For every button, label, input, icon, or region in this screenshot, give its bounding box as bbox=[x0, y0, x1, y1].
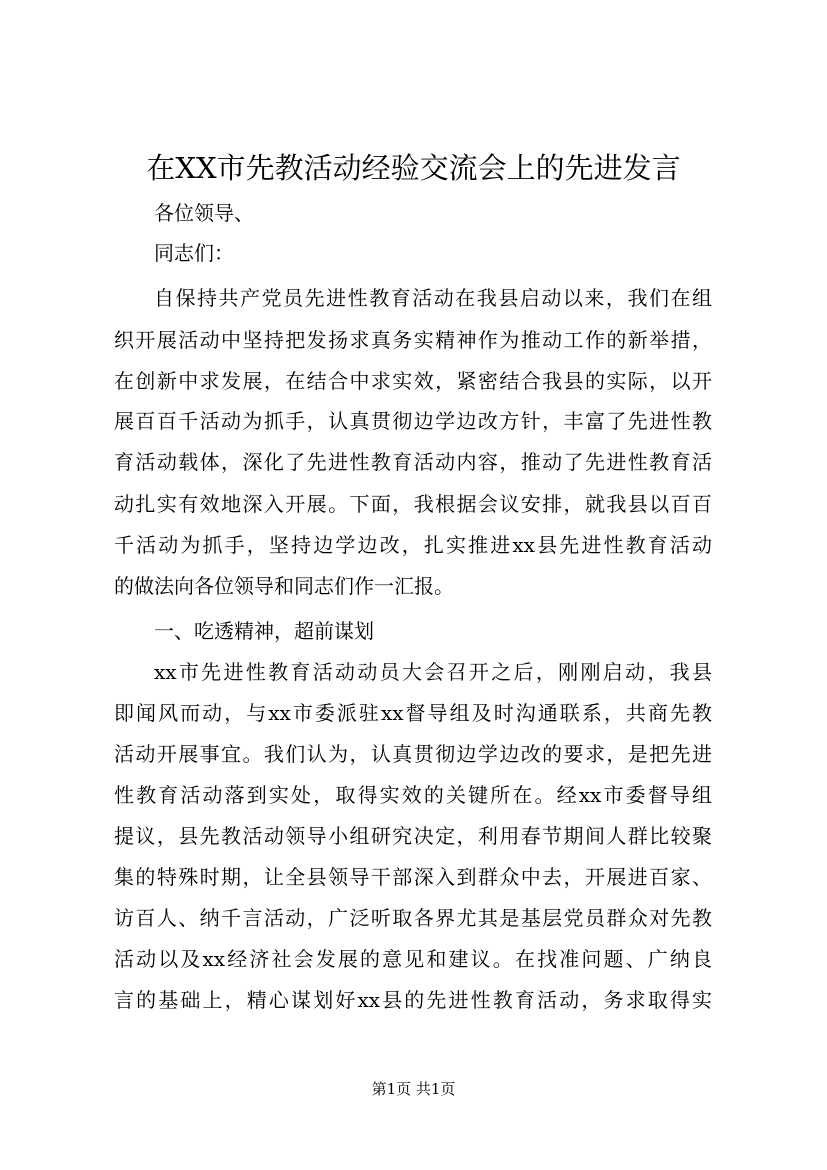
body-line: 集的特殊时期，让全县领导干部深入到群众中去，开展进百家、 bbox=[114, 865, 712, 889]
salutation-line-1: 各位领导、 bbox=[154, 201, 254, 225]
salutation-line-2: 同志们： bbox=[154, 241, 234, 265]
body-line: 活动以及xx经济社会发展的意见和建议。在找准问题、广纳良 bbox=[114, 947, 712, 971]
body-line: 在创新中求发展，在结合中求实效，紧密结合我县的实际，以开 bbox=[114, 369, 712, 393]
body-line: xx市先进性教育活动动员大会召开之后，刚刚启动，我县 bbox=[154, 660, 712, 684]
body-line: 的做法向各位领导和同志们作一汇报。 bbox=[114, 574, 454, 598]
body-line: 提议，县先教活动领导小组研究决定，利用春节期间人群比较聚 bbox=[114, 824, 712, 848]
page-number-footer: 第1页 共1页 bbox=[371, 1080, 456, 1098]
body-line: 织开展活动中坚持把发扬求真务实精神作为推动工作的新举措， bbox=[114, 328, 712, 352]
body-line: 性教育活动落到实处，取得实效的关键所在。经xx市委督导组 bbox=[114, 783, 712, 807]
body-line: 言的基础上，精心谋划好xx县的先进性教育活动，务求取得实 bbox=[114, 988, 712, 1012]
document-title: 在XX市先教活动经验交流会上的先进发言 bbox=[146, 151, 681, 185]
body-line: 展百百千活动为抓手，认真贯彻边学边改方针，丰富了先进性教 bbox=[114, 409, 712, 433]
body-line: 育活动载体，深化了先进性教育活动内容，推动了先进性教育活 bbox=[114, 450, 712, 474]
body-line: 千活动为抓手，坚持边学边改，扎实推进xx县先进性教育活动 bbox=[114, 533, 712, 557]
body-line: 即闻风而动，与xx市委派驻xx督导组及时沟通联系，共商先教 bbox=[114, 701, 712, 725]
body-line: 活动开展事宜。我们认为，认真贯彻边学边改的要求，是把先进 bbox=[114, 742, 712, 766]
section-heading: 一、吃透精神，超前谋划 bbox=[154, 619, 374, 643]
body-line: 动扎实有效地深入开展。下面，我根据会议安排，就我县以百百 bbox=[114, 492, 712, 516]
body-line: 自保持共产党员先进性教育活动在我县启动以来，我们在组 bbox=[154, 286, 712, 310]
body-line: 访百人、纳千言活动，广泛听取各界尤其是基层党员群众对先教 bbox=[114, 906, 712, 930]
